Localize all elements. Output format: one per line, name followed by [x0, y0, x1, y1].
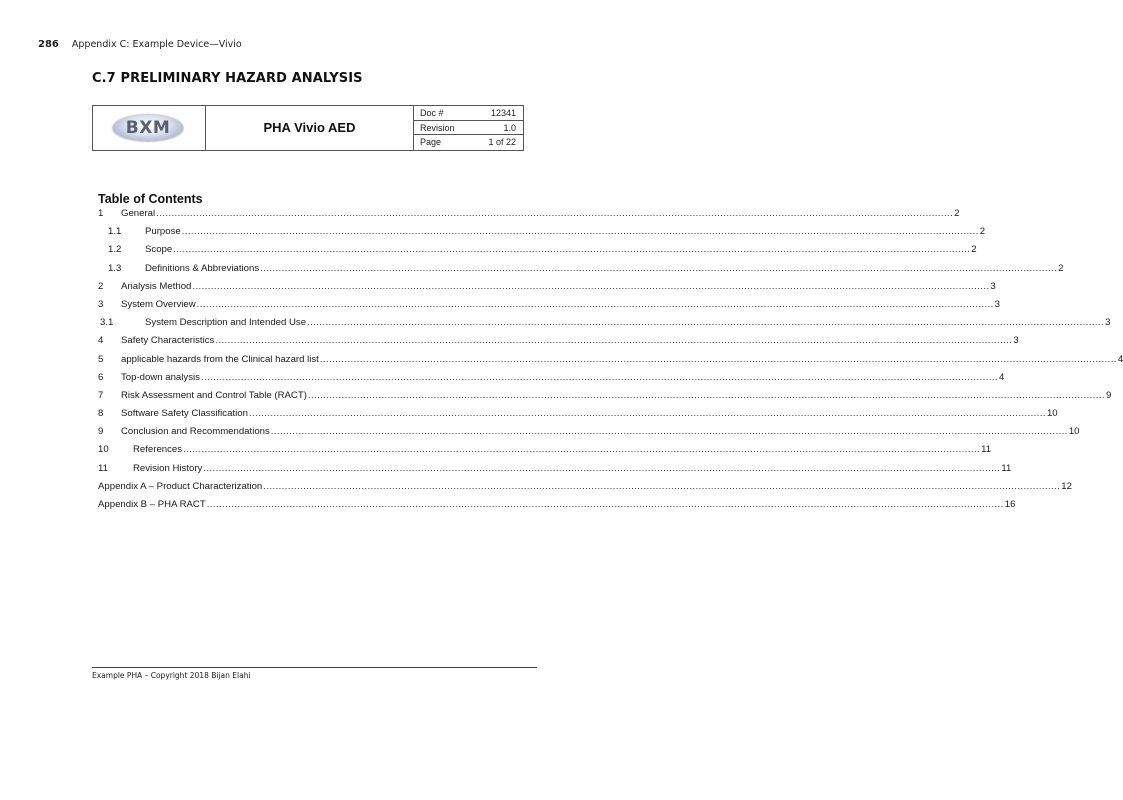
toc-dot-leader: ....................................................................................................................................................................................................................................................................: [206, 499, 1004, 510]
toc-entry-page: 10: [1046, 408, 1058, 420]
toc-entry-page: 9: [1105, 389, 1112, 401]
toc-entry-title: Definitions & Abbreviations: [145, 262, 260, 274]
toc-dot-leader: ....................................................................................................................................................................................................................................................................: [183, 444, 981, 456]
toc-entry[interactable]: [98, 280, 996, 299]
toc-entry-number: 10: [98, 444, 109, 456]
footer-divider: [92, 667, 537, 668]
page-number: 286: [38, 39, 59, 50]
toc-entry[interactable]: [98, 462, 1012, 481]
toc-entry[interactable]: [98, 208, 960, 226]
toc-entry-number: 1.2: [108, 244, 122, 256]
toc-entry[interactable]: [98, 317, 1111, 335]
toc-entry-page: 2: [971, 244, 977, 256]
meta-value: 12341: [490, 108, 516, 118]
toc-entry[interactable]: [98, 371, 1005, 390]
toc-entry-number: 1.3: [108, 262, 122, 274]
toc-entry-number: 2: [98, 280, 104, 292]
toc-entry[interactable]: [98, 499, 1016, 517]
section-title: C.7 PRELIMINARY HAZARD ANALYSIS: [92, 71, 363, 86]
toc-entry-title: Revision History: [133, 462, 203, 474]
logo-cell: [93, 106, 206, 150]
toc-entry-page: 2: [979, 226, 986, 238]
toc-dot-leader: ....................................................................................................................................................................................................................................................................: [192, 280, 990, 292]
toc-entry-title: Top-down analysis: [121, 371, 200, 383]
toc-dot-leader: ....................................................................................................................................................................................................................................................................: [263, 480, 1061, 492]
toc-entry-number: 3: [98, 298, 104, 310]
toc-dot-leader: ....................................................................................................................................................................................................................................................................: [181, 226, 979, 238]
toc-entry-page: 11: [981, 444, 992, 456]
toc-entry[interactable]: [98, 353, 1123, 372]
toc-entry-page: 12: [1061, 480, 1072, 492]
toc-entry[interactable]: [98, 408, 1058, 426]
toc-dot-leader: ....................................................................................................................................................................................................................................................................: [319, 353, 1117, 365]
meta-row-revision: [414, 121, 523, 136]
toc-entry[interactable]: [98, 426, 1080, 444]
toc-entry-number: 1: [98, 208, 104, 219]
toc-dot-leader: ....................................................................................................................................................................................................................................................................: [196, 298, 994, 310]
toc-entry-title: Safety Characteristics: [121, 335, 215, 347]
toc-entry-number: 7: [98, 389, 104, 401]
toc-entry[interactable]: [98, 262, 1064, 281]
bxm-logo: [113, 115, 183, 141]
toc-entry-page: 3: [1105, 317, 1111, 329]
toc-entry[interactable]: [98, 226, 986, 244]
meta-row-page: [414, 135, 523, 150]
toc-entry[interactable]: [98, 444, 992, 462]
toc-entry-number: 11: [98, 462, 108, 474]
toc-entry-page: 11: [1001, 462, 1012, 474]
toc-dot-leader: ....................................................................................................................................................................................................................................................................: [307, 317, 1105, 329]
meta-value: 1 of 22: [488, 137, 516, 148]
meta-label: Doc #: [420, 108, 444, 118]
table-of-contents: [98, 208, 1123, 517]
running-header: [38, 39, 242, 50]
toc-entry-number: 4: [98, 335, 104, 347]
toc-entry-title: Scope: [145, 244, 173, 256]
document-header-table: [92, 105, 524, 151]
logo-text: BXM: [125, 118, 171, 138]
toc-entry-page: 2: [1058, 262, 1064, 274]
meta-label: Revision: [420, 122, 455, 133]
toc-dot-leader: ....................................................................................................................................................................................................................................................................: [203, 462, 1001, 474]
toc-entry-title: Risk Assessment and Control Table (RACT): [121, 389, 307, 401]
toc-entry-title: Software Safety Classification: [121, 408, 248, 420]
toc-entry[interactable]: [98, 335, 1019, 353]
toc-entry[interactable]: [98, 389, 1112, 408]
meta-row-doc-number: [414, 106, 523, 121]
toc-entry-title: Analysis Method: [121, 280, 192, 292]
toc-dot-leader: ....................................................................................................................................................................................................................................................................: [173, 244, 971, 256]
toc-entry-number: 6: [98, 371, 104, 383]
toc-entry-title: Purpose: [145, 226, 181, 238]
toc-entry-title: Conclusion and Recommendations: [121, 426, 270, 438]
toc-entry-page: 16: [1004, 499, 1016, 510]
toc-entry-title: System Description and Intended Use: [145, 317, 307, 329]
toc-dot-leader: ....................................................................................................................................................................................................................................................................: [260, 262, 1058, 274]
document-title: PHA Vivio AED: [206, 106, 414, 150]
toc-entry-title: applicable hazards from the Clinical hazard list: [121, 353, 319, 365]
toc-entry-title: Appendix B – PHA RACT: [98, 499, 206, 510]
toc-entry-title: General: [121, 208, 156, 219]
toc-entry[interactable]: [98, 480, 1072, 499]
toc-dot-leader: ....................................................................................................................................................................................................................................................................: [270, 426, 1068, 438]
toc-entry-page: 3: [990, 280, 996, 292]
toc-entry-page: 4: [998, 371, 1005, 383]
toc-entry-title: Appendix A – Product Characterization: [98, 480, 263, 492]
toc-entry-number: 9: [98, 426, 104, 438]
footer-text: Example PHA – Copyright 2018 Bijan Elahi: [92, 671, 251, 680]
toc-entry-title: References: [133, 444, 183, 456]
running-header-text: Appendix C: Example Device—Vivio: [71, 39, 242, 50]
toc-entry-page: 2: [954, 208, 960, 219]
toc-entry-page: 3: [994, 298, 1001, 310]
document-meta: [414, 106, 523, 150]
toc-entry-page: 4: [1117, 353, 1123, 365]
toc-entry-number: 8: [98, 408, 104, 420]
toc-dot-leader: ....................................................................................................................................................................................................................................................................: [248, 408, 1046, 420]
toc-entry-number: 5: [98, 353, 104, 365]
toc-dot-leader: ....................................................................................................................................................................................................................................................................: [307, 389, 1105, 401]
toc-entry-page: 3: [1013, 335, 1019, 347]
toc-entry-number: 3.1: [100, 317, 114, 329]
toc-entry[interactable]: [98, 298, 1001, 317]
toc-heading: Table of Contents: [98, 192, 203, 206]
toc-dot-leader: ....................................................................................................................................................................................................................................................................: [215, 335, 1013, 347]
toc-entry[interactable]: [98, 244, 977, 262]
toc-dot-leader: ....................................................................................................................................................................................................................................................................: [156, 208, 954, 219]
toc-entry-title: System Overview: [121, 298, 196, 310]
toc-entry-number: 1.1: [108, 226, 122, 238]
toc-dot-leader: ....................................................................................................................................................................................................................................................................: [200, 371, 998, 383]
toc-entry-page: 10: [1068, 426, 1080, 438]
meta-label: Page: [420, 137, 442, 148]
meta-value: 1.0: [503, 122, 516, 133]
